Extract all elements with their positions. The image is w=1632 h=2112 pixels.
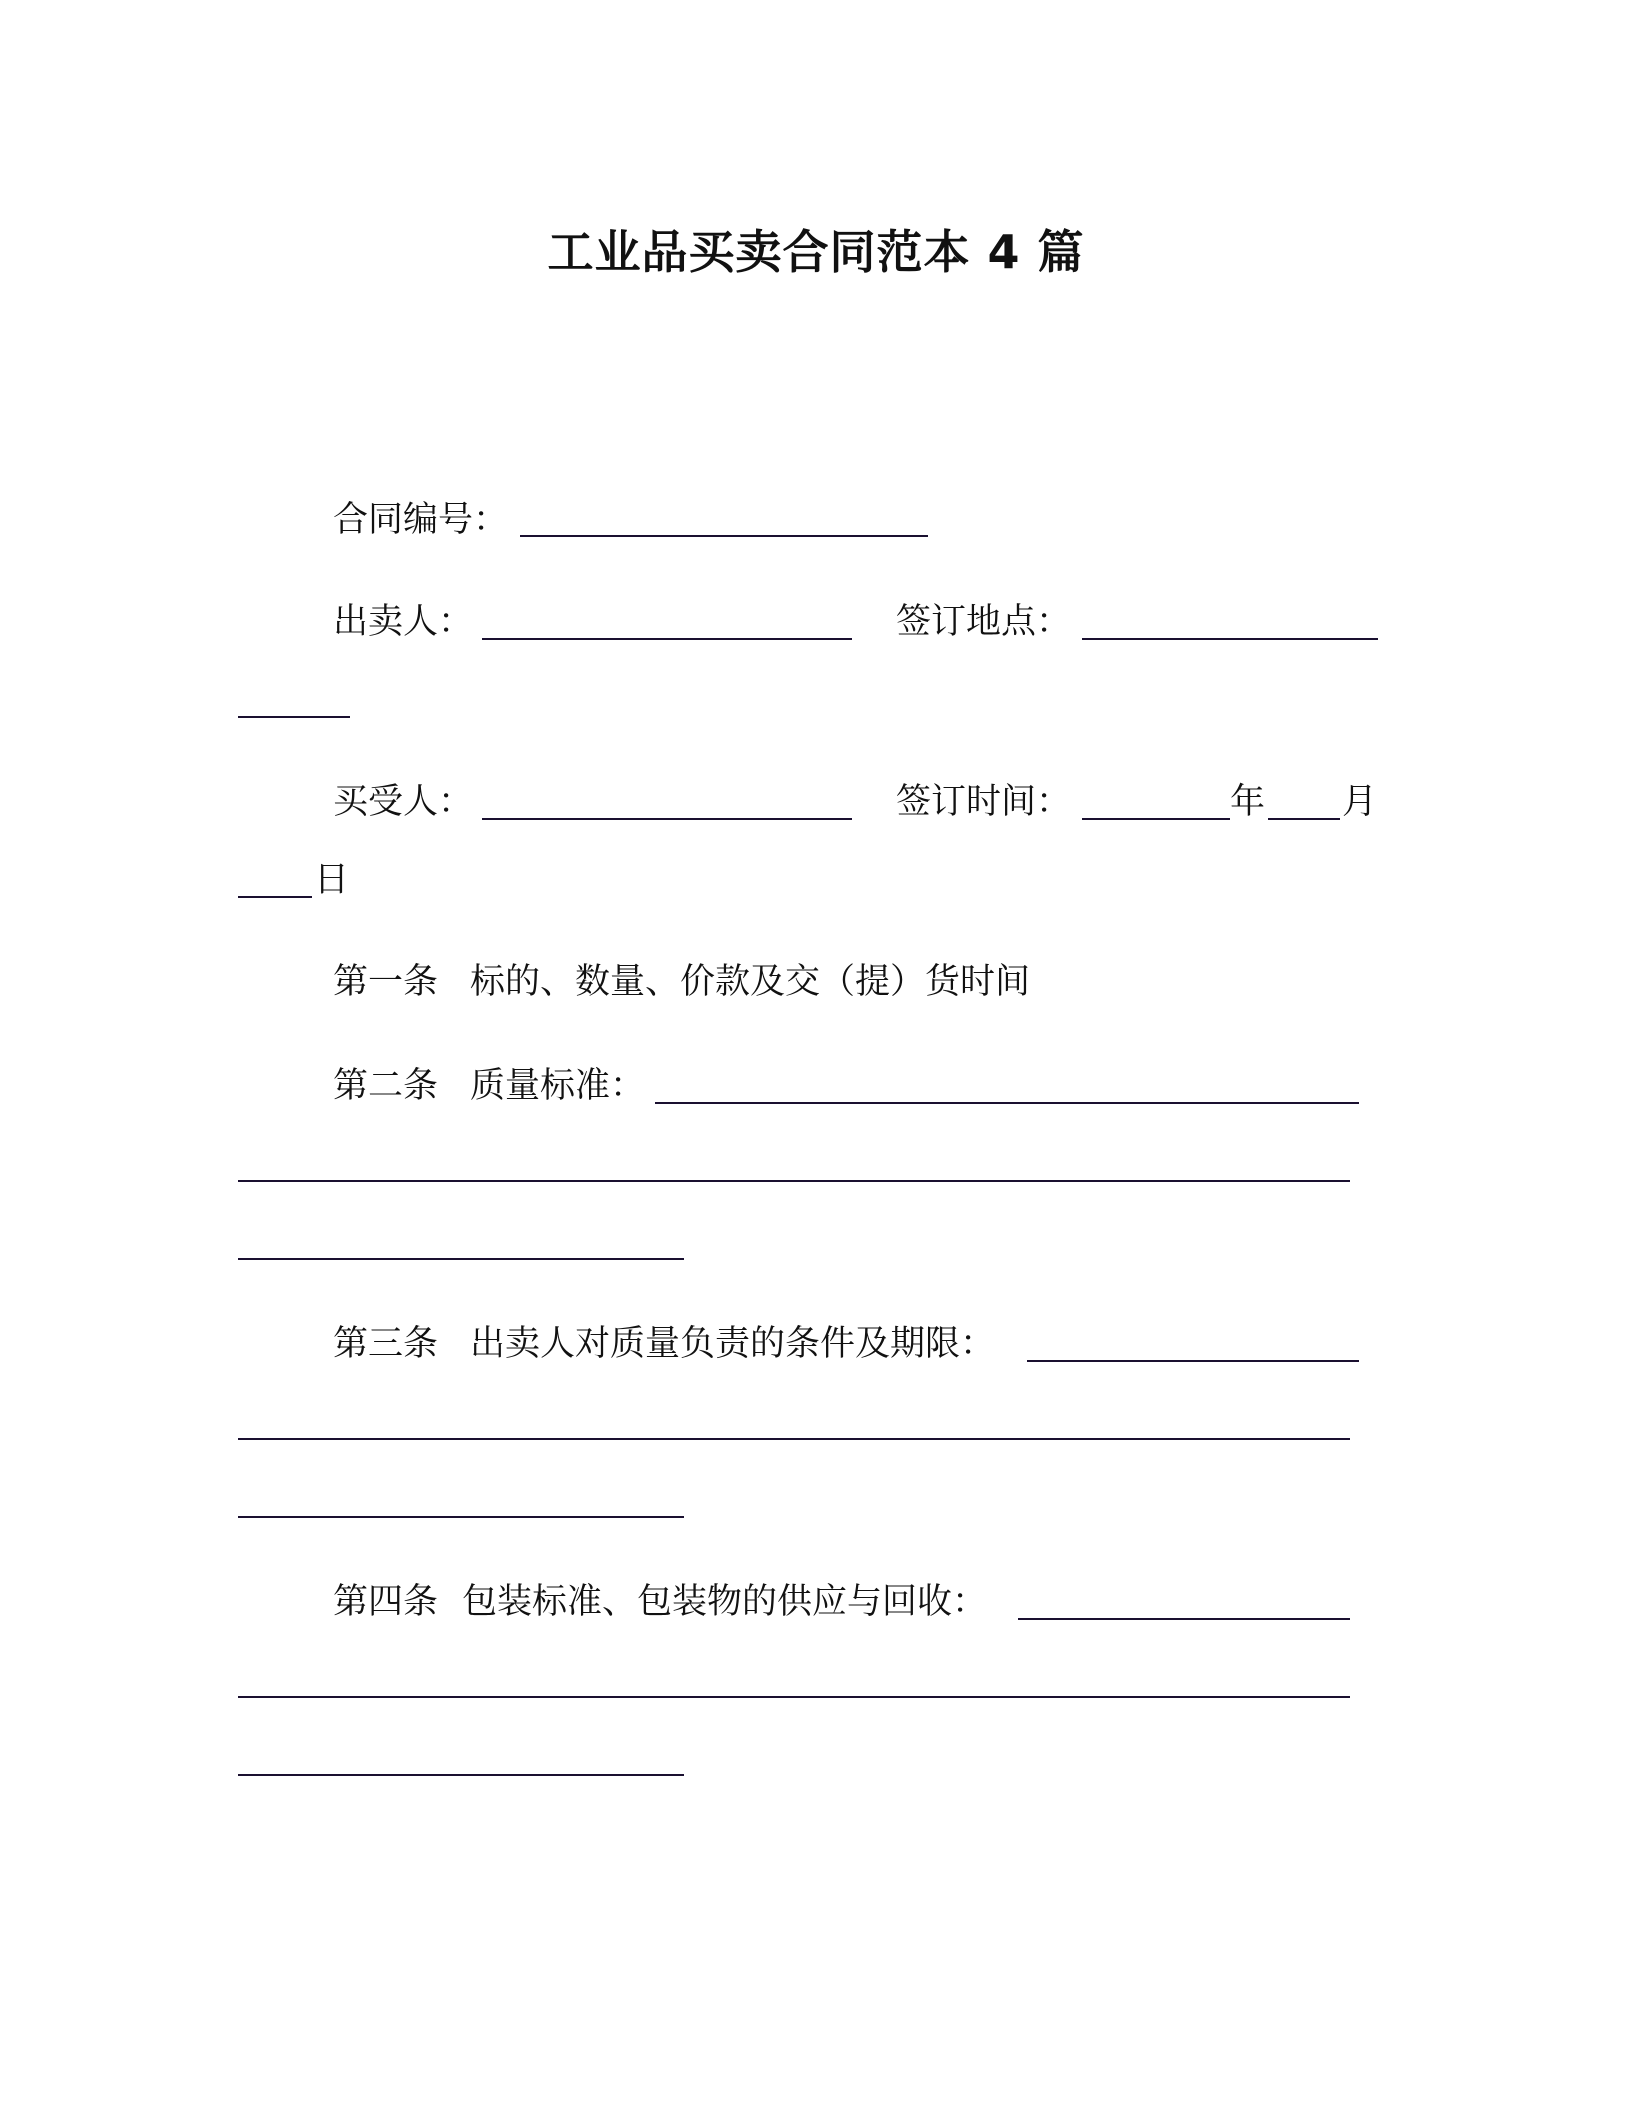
article-3-number: 第三条 — [333, 1324, 439, 1364]
packaging-blank-line-1[interactable] — [1018, 1618, 1350, 1620]
month-label: 月 — [1342, 782, 1378, 822]
buyer-label: 买受人： — [333, 782, 474, 822]
quality-liability-blank-line-1[interactable] — [1027, 1360, 1359, 1362]
seller-label: 出卖人： — [333, 602, 474, 642]
year-label: 年 — [1230, 782, 1266, 822]
document-title: 工业品买卖合同范本 4 篇 — [547, 225, 1085, 279]
buyer-blank[interactable] — [482, 818, 852, 820]
packaging-blank-line-3[interactable] — [238, 1774, 684, 1776]
quality-standard-blank-line-3[interactable] — [238, 1258, 684, 1260]
article-2-text: 质量标准： — [470, 1066, 646, 1106]
sign-place-blank[interactable] — [1082, 638, 1378, 640]
month-blank[interactable] — [1268, 818, 1340, 820]
sign-place-label: 签订地点： — [896, 602, 1072, 642]
day-blank[interactable] — [238, 896, 312, 898]
quality-standard-blank-line-2[interactable] — [238, 1180, 1350, 1182]
article-3-text: 出卖人对质量负责的条件及期限： — [470, 1324, 996, 1364]
day-label: 日 — [314, 860, 350, 900]
quality-liability-blank-line-3[interactable] — [238, 1516, 684, 1518]
article-1-number: 第一条 — [333, 962, 439, 1002]
contract-number-label: 合同编号： — [333, 500, 509, 540]
sign-time-label: 签订时间： — [896, 782, 1072, 822]
packaging-blank-line-2[interactable] — [238, 1696, 1350, 1698]
article-4-number: 第四条 — [333, 1582, 439, 1622]
seller-blank[interactable] — [482, 638, 852, 640]
sign-place-blank-continued[interactable] — [238, 716, 350, 718]
article-1-text: 标的、数量、价款及交（提）货时间 — [470, 962, 1031, 1002]
contract-number-blank[interactable] — [520, 535, 928, 537]
quality-liability-blank-line-2[interactable] — [238, 1438, 1350, 1440]
article-4-text: 包装标准、包装物的供应与回收： — [462, 1582, 988, 1622]
article-2-number: 第二条 — [333, 1066, 439, 1106]
quality-standard-blank-line-1[interactable] — [655, 1102, 1359, 1104]
year-blank[interactable] — [1082, 818, 1230, 820]
